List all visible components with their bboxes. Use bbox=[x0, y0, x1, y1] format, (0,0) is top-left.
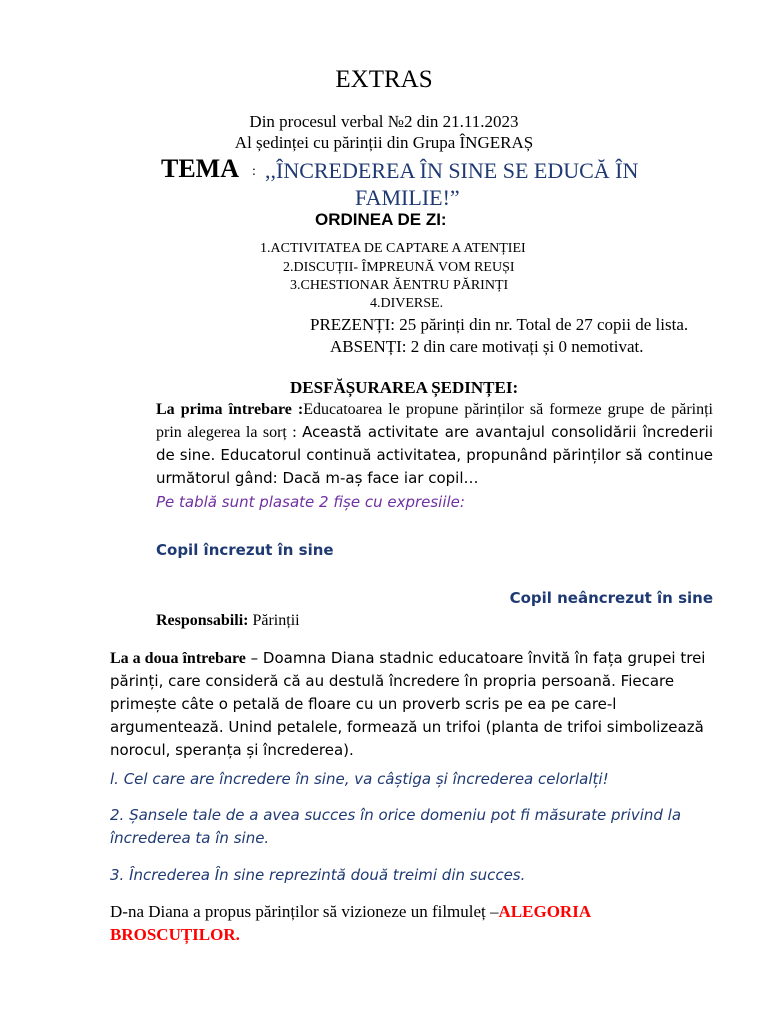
closing-paragraph bbox=[110, 900, 710, 946]
minutes-reference: Din procesul verbal №2 din 21.11.2023 bbox=[249, 112, 519, 131]
first-question-paragraph bbox=[156, 398, 713, 490]
proverb-3: 3. Încrederea În sine reprezintă două treimi din succes. bbox=[110, 866, 526, 884]
first-question-text-continued: Această activitate are avantajul consolidării încrederii de sine. Educatorul continuă activitatea, propunând părinților să continue următorul gând: Dacă m-aș face iar copil… bbox=[156, 423, 713, 487]
theme-title-line-2: FAMILIE!” bbox=[355, 185, 460, 210]
responsible-value: Părinții bbox=[248, 612, 300, 629]
responsible-line bbox=[156, 612, 300, 630]
first-question-lead: La prima întrebare : bbox=[156, 401, 304, 418]
expression-card-1: Copil încrezut în sine bbox=[156, 541, 334, 559]
agenda-heading: ORDINEA DE ZI: bbox=[315, 210, 447, 229]
theme-title-line-1: ,,ÎNCREDEREA ÎN SINE SE EDUCĂ ÎN bbox=[265, 158, 639, 183]
agenda-item: 3.CHESTIONAR ĂENTRU PĂRINȚI bbox=[290, 278, 509, 293]
meeting-group: Al ședinței cu părinții din Grupa ÎNGERAȘ bbox=[234, 133, 534, 152]
expression-card-2: Copil neâncrezut în sine bbox=[509, 589, 713, 607]
agenda-item: 4.DIVERSE. bbox=[370, 296, 444, 311]
document-title: EXTRAS bbox=[335, 66, 433, 93]
responsible-label: Responsabili: bbox=[156, 612, 249, 629]
attendance-absent: ABSENȚI: 2 din care motivați și 0 nemotivat. bbox=[330, 337, 644, 356]
theme-label: TEMA bbox=[161, 154, 239, 183]
board-note: Pe tablă sunt plasate 2 fișe cu expresiile: bbox=[156, 493, 465, 511]
second-question-lead: La a doua întrebare bbox=[110, 650, 246, 667]
first-question-text: Educatoarea le propune părinților să formeze grupe de părinți prin alegerea la sorț : bbox=[156, 401, 713, 441]
proverb-1: l. Cel care are încredere în sine, va câștiga și încrederea celorlalți! bbox=[110, 770, 609, 788]
theme-colon: : bbox=[252, 164, 256, 179]
agenda-item: 2.DISCUȚII- ÎMPREUNĂ VOM REUȘI bbox=[283, 260, 515, 275]
film-title: ALEGORIA BROSCUȚILOR. bbox=[110, 902, 591, 944]
proverb-2: 2. Șansele tale de a avea succes în orice domeniu pot fi măsurate privind la încrederea ta în sine. bbox=[110, 806, 682, 847]
second-question-text: – Doamna Diana stadnic educatoare învită în fața grupei trei părinți, care consideră că au destulă încredere în propria persoană. Fiecare primește câte o petală de floare cu un proverb scris pe ea pe care-l argumentează. Unind petalele, formează un trifoi (planta de trifoi simbolizează norocul, speranța și încrederea). bbox=[110, 649, 706, 759]
closing-text: D-na Diana a propus părinților să vizioneze un filmuleț – bbox=[110, 902, 499, 921]
second-question-paragraph bbox=[110, 647, 716, 762]
proceedings-heading: DESFĂȘURAREA ȘEDINȚEI: bbox=[290, 378, 519, 397]
attendance-present: PREZENȚI: 25 părinți din nr. Total de 27 copii de lista. bbox=[310, 315, 689, 334]
agenda-item: 1.ACTIVITATEA DE CAPTARE A ATENȚIEI bbox=[260, 241, 526, 256]
